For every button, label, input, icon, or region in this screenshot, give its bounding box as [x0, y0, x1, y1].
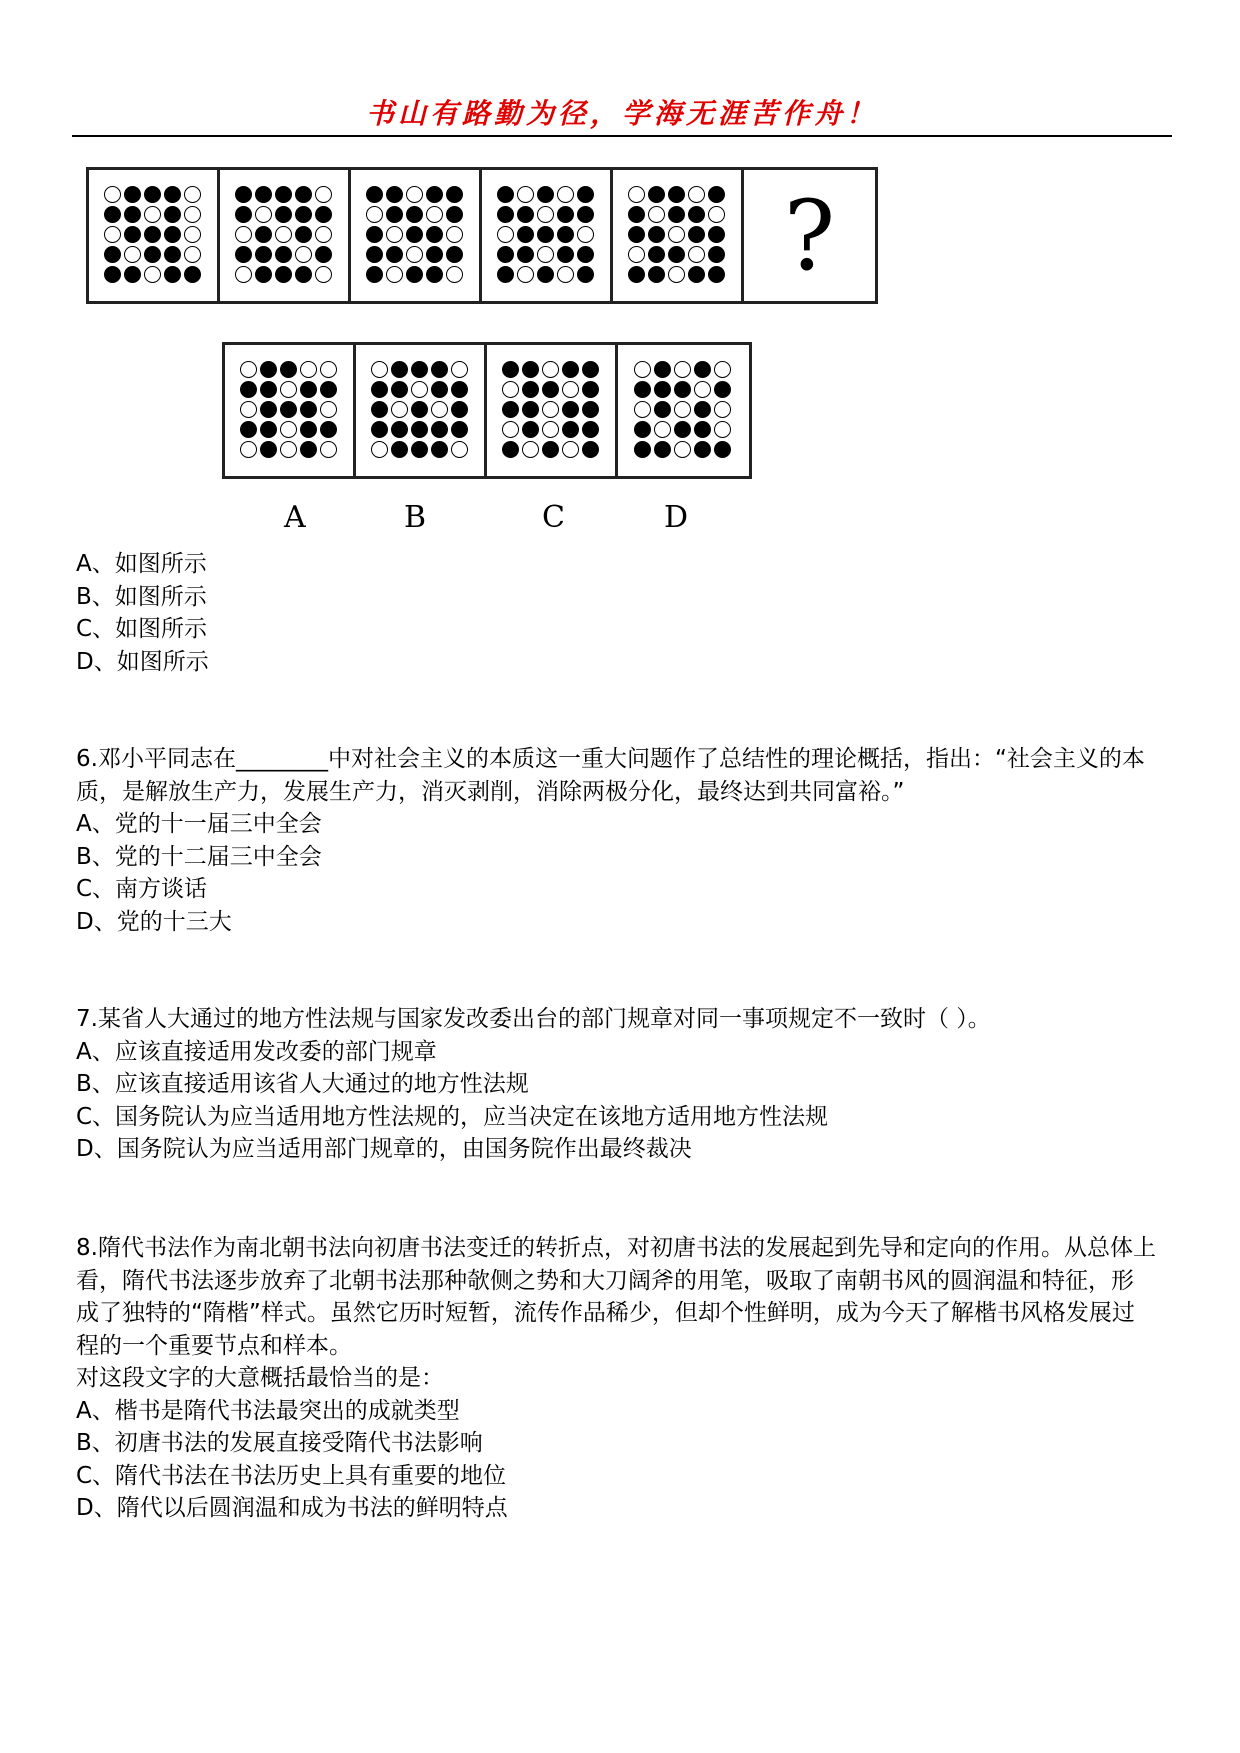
white-dot [280, 421, 297, 438]
black-dot [144, 246, 161, 263]
white-dot [411, 381, 428, 398]
black-dot [502, 401, 519, 418]
black-dot [431, 441, 448, 458]
black-dot [628, 266, 645, 283]
black-dot [537, 266, 554, 283]
black-dot [144, 186, 161, 203]
black-dot [577, 246, 594, 263]
white-dot [562, 441, 579, 458]
black-dot [260, 401, 277, 418]
black-dot [517, 226, 534, 243]
white-dot [315, 226, 332, 243]
black-dot [255, 186, 272, 203]
white-dot [557, 186, 574, 203]
black-dot [542, 381, 559, 398]
black-dot [320, 421, 337, 438]
black-dot [654, 381, 671, 398]
dot-grid [240, 361, 339, 460]
white-dot [674, 441, 691, 458]
black-dot [431, 381, 448, 398]
black-dot [260, 361, 277, 378]
black-dot [366, 246, 383, 263]
white-dot [688, 246, 705, 263]
black-dot [582, 441, 599, 458]
black-dot [406, 226, 423, 243]
header-rule [72, 135, 1172, 137]
option-b[interactable]: B、如图所示 [76, 583, 207, 610]
black-dot [497, 246, 514, 263]
black-dot [366, 186, 383, 203]
puzzle-cell-2 [220, 170, 351, 301]
white-dot [371, 361, 388, 378]
black-dot [240, 421, 257, 438]
black-dot [557, 206, 574, 223]
black-dot [451, 381, 468, 398]
black-dot [708, 226, 725, 243]
option-cell-a[interactable] [225, 345, 356, 476]
black-dot [124, 206, 141, 223]
black-dot [714, 441, 731, 458]
black-dot [255, 226, 272, 243]
question-6 [76, 743, 1156, 938]
option-a[interactable]: A、党的十一届三中全会 [76, 811, 322, 837]
black-dot [275, 206, 292, 223]
option-c[interactable]: C、南方谈话 [76, 876, 208, 902]
white-dot [426, 206, 443, 223]
white-dot [235, 226, 252, 243]
black-dot [446, 206, 463, 223]
question-prompt: 对这段文字的大意概括最恰当的是： [76, 1365, 444, 1391]
option-d[interactable]: D、国务院认为应当适用部门规章的，由国务院作出最终裁决 [76, 1136, 692, 1162]
option-label-c: C [542, 500, 565, 535]
black-dot [451, 421, 468, 438]
black-dot [446, 186, 463, 203]
black-dot [634, 441, 651, 458]
black-dot [537, 226, 554, 243]
black-dot [300, 401, 317, 418]
white-dot [634, 401, 651, 418]
option-cell-b[interactable] [356, 345, 487, 476]
question-5 [76, 548, 1156, 678]
black-dot [255, 266, 272, 283]
white-dot [517, 186, 534, 203]
black-dot [708, 266, 725, 283]
black-dot [295, 266, 312, 283]
white-dot [184, 186, 201, 203]
white-dot [320, 401, 337, 418]
question-stem: 7.某省人大通过的地方性法规与国家发改委出台的部门规章对同一事项规定不一致时（ ）。 [76, 1006, 991, 1032]
black-dot [275, 266, 292, 283]
white-dot [391, 401, 408, 418]
black-dot [295, 206, 312, 223]
black-dot [406, 266, 423, 283]
white-dot [104, 226, 121, 243]
white-dot [315, 266, 332, 283]
black-dot [386, 206, 403, 223]
black-dot [371, 381, 388, 398]
black-dot [562, 361, 579, 378]
white-dot [315, 186, 332, 203]
white-dot [648, 206, 665, 223]
black-dot [426, 186, 443, 203]
answer-options-figure [222, 342, 752, 479]
black-dot [694, 441, 711, 458]
white-dot [104, 186, 121, 203]
black-dot [164, 246, 181, 263]
puzzle-sequence [86, 167, 878, 304]
option-a[interactable]: A、楷书是隋代书法最突出的成就类型 [76, 1397, 460, 1424]
black-dot [634, 381, 651, 398]
white-dot [320, 361, 337, 378]
black-dot [426, 226, 443, 243]
black-dot [406, 206, 423, 223]
white-dot [451, 361, 468, 378]
white-dot [688, 186, 705, 203]
white-dot [714, 401, 731, 418]
question-mark: ? [783, 179, 836, 292]
black-dot [674, 421, 691, 438]
white-dot [255, 206, 272, 223]
black-dot [260, 441, 277, 458]
dot-grid [371, 361, 470, 460]
black-dot [497, 186, 514, 203]
white-dot [446, 266, 463, 283]
black-dot [451, 401, 468, 418]
white-dot [406, 186, 423, 203]
black-dot [295, 226, 312, 243]
white-dot [320, 441, 337, 458]
black-dot [300, 421, 317, 438]
black-dot [164, 226, 181, 243]
white-dot [240, 361, 257, 378]
black-dot [648, 226, 665, 243]
black-dot [260, 421, 277, 438]
black-dot [694, 361, 711, 378]
black-dot [426, 246, 443, 263]
black-dot [628, 206, 645, 223]
black-dot [654, 441, 671, 458]
black-dot [275, 186, 292, 203]
white-dot [562, 381, 579, 398]
option-c[interactable]: C、国务院认为应当适用地方性法规的，应当决定在该地方适用地方性法规 [76, 1103, 829, 1130]
white-dot [144, 266, 161, 283]
black-dot [320, 381, 337, 398]
question-stem: 8.隋代书法作为南北朝书法向初唐书法变迁的转折点，对初唐书法的发展起到先导和定向的作用。从总体上看，隋代书法逐步放弃了北朝书法那种欹侧之势和大刀阔斧的用笔，吸取了南朝书风的圆润温和特征，形成了独特的“隋楷”样式。虽然它历时短暂，流传作品稀少，但却个性鲜明，成为今天了解楷书风格发展过程的一个重要节点和样本。 [76, 1235, 1156, 1359]
option-c[interactable]: C、隋代书法在书法历史上具有重要的地位 [76, 1462, 507, 1489]
black-dot [431, 421, 448, 438]
header-motto: 书山有路勤为径，学海无涯苦作舟！ [365, 97, 878, 130]
white-dot [295, 246, 312, 263]
black-dot [366, 226, 383, 243]
black-dot [634, 421, 651, 438]
black-dot [537, 186, 554, 203]
white-dot [446, 226, 463, 243]
black-dot [280, 401, 297, 418]
white-dot [184, 246, 201, 263]
black-dot [104, 246, 121, 263]
black-dot [674, 381, 691, 398]
option-label-d: D [664, 500, 689, 535]
puzzle-cell-3 [351, 170, 482, 301]
black-dot [255, 246, 272, 263]
black-dot [668, 246, 685, 263]
dot-grid [502, 361, 601, 460]
black-dot [300, 441, 317, 458]
black-dot [714, 381, 731, 398]
black-dot [648, 186, 665, 203]
white-dot [280, 381, 297, 398]
white-dot [714, 421, 731, 438]
question-stem: 6.邓小平同志在________中对社会主义的本质这一重大问题作了总结性的理论概括，指出：“社会主义的本质，是解放生产力，发展生产力，消灭剥削，消除两极分化，最终达到共同富裕。” [76, 746, 1145, 805]
option-label-b: B [404, 500, 427, 535]
black-dot [144, 226, 161, 243]
black-dot [582, 381, 599, 398]
white-dot [275, 226, 292, 243]
black-dot [628, 226, 645, 243]
white-dot [542, 361, 559, 378]
white-dot [522, 441, 539, 458]
black-dot [502, 361, 519, 378]
black-dot [124, 186, 141, 203]
white-dot [537, 246, 554, 263]
white-dot [557, 266, 574, 283]
question-7 [76, 1003, 1156, 1166]
white-dot [240, 401, 257, 418]
black-dot [235, 246, 252, 263]
white-dot [654, 421, 671, 438]
black-dot [517, 206, 534, 223]
black-dot [260, 381, 277, 398]
white-dot [240, 441, 257, 458]
black-dot [391, 361, 408, 378]
black-dot [280, 361, 297, 378]
black-dot [164, 206, 181, 223]
black-dot [582, 401, 599, 418]
black-dot [517, 246, 534, 263]
black-dot [562, 401, 579, 418]
black-dot [295, 186, 312, 203]
black-dot [577, 266, 594, 283]
option-d[interactable]: D、隋代以后圆润温和成为书法的鲜明特点 [76, 1495, 508, 1521]
black-dot [522, 361, 539, 378]
option-b[interactable]: B、党的十二届三中全会 [76, 843, 322, 870]
black-dot [411, 361, 428, 378]
black-dot [235, 186, 252, 203]
white-dot [668, 266, 685, 283]
white-dot [537, 206, 554, 223]
white-dot [497, 226, 514, 243]
black-dot [557, 246, 574, 263]
black-dot [124, 226, 141, 243]
dot-grid [235, 186, 334, 285]
black-dot [391, 381, 408, 398]
black-dot [371, 401, 388, 418]
option-cell-d[interactable] [618, 345, 749, 476]
white-dot [502, 421, 519, 438]
black-dot [446, 246, 463, 263]
black-dot [104, 206, 121, 223]
option-b[interactable]: B、应该直接适用该省人大通过的地方性法规 [76, 1071, 529, 1097]
white-dot [542, 421, 559, 438]
white-dot [280, 441, 297, 458]
option-cell-c[interactable] [487, 345, 618, 476]
black-dot [391, 441, 408, 458]
black-dot [315, 246, 332, 263]
black-dot [694, 401, 711, 418]
black-dot [502, 441, 519, 458]
white-dot [386, 226, 403, 243]
white-dot [451, 441, 468, 458]
white-dot [366, 206, 383, 223]
white-dot [517, 266, 534, 283]
black-dot [557, 226, 574, 243]
black-dot [688, 206, 705, 223]
black-dot [386, 246, 403, 263]
puzzle-cell-5 [613, 170, 744, 301]
black-dot [315, 206, 332, 223]
white-dot [694, 381, 711, 398]
black-dot [426, 266, 443, 283]
black-dot [164, 186, 181, 203]
black-dot [694, 421, 711, 438]
white-dot [184, 226, 201, 243]
black-dot [275, 246, 292, 263]
white-dot [674, 401, 691, 418]
option-c[interactable]: C、如图所示 [76, 616, 208, 642]
white-dot [674, 361, 691, 378]
black-dot [708, 246, 725, 263]
white-dot [542, 401, 559, 418]
black-dot [688, 226, 705, 243]
black-dot [431, 361, 448, 378]
black-dot [654, 401, 671, 418]
black-dot [184, 266, 201, 283]
black-dot [522, 401, 539, 418]
puzzle-cell-1 [89, 170, 220, 301]
black-dot [411, 421, 428, 438]
black-dot [577, 206, 594, 223]
white-dot [577, 226, 594, 243]
white-dot [184, 206, 201, 223]
black-dot [582, 421, 599, 438]
black-dot [522, 381, 539, 398]
black-dot [668, 186, 685, 203]
black-dot [582, 361, 599, 378]
black-dot [668, 206, 685, 223]
black-dot [235, 206, 252, 223]
white-dot [628, 186, 645, 203]
option-b[interactable]: B、初唐书法的发展直接受隋代书法影响 [76, 1430, 483, 1456]
option-d[interactable]: D、党的十三大 [76, 908, 232, 935]
option-d[interactable]: D、如图所示 [76, 648, 209, 675]
black-dot [386, 186, 403, 203]
white-dot [406, 246, 423, 263]
puzzle-cell-question [744, 170, 875, 301]
black-dot [411, 441, 428, 458]
option-a[interactable]: A、如图所示 [76, 551, 207, 577]
black-dot [497, 266, 514, 283]
white-dot [124, 246, 141, 263]
white-dot [502, 381, 519, 398]
white-dot [371, 441, 388, 458]
white-dot [708, 206, 725, 223]
white-dot [628, 246, 645, 263]
black-dot [371, 421, 388, 438]
black-dot [708, 186, 725, 203]
white-dot [634, 361, 651, 378]
dot-grid [497, 186, 596, 285]
black-dot [648, 246, 665, 263]
option-a[interactable]: A、应该直接适用发改委的部门规章 [76, 1038, 437, 1065]
white-dot [714, 361, 731, 378]
black-dot [648, 266, 665, 283]
white-dot [235, 266, 252, 283]
black-dot [542, 441, 559, 458]
dot-grid [104, 186, 203, 285]
black-dot [164, 266, 181, 283]
black-dot [562, 421, 579, 438]
black-dot [577, 186, 594, 203]
option-label-a: A [284, 500, 306, 535]
black-dot [300, 381, 317, 398]
black-dot [391, 421, 408, 438]
dot-grid [634, 361, 733, 460]
black-dot [654, 361, 671, 378]
white-dot [144, 206, 161, 223]
question-8 [76, 1232, 1156, 1525]
white-dot [668, 226, 685, 243]
white-dot [300, 361, 317, 378]
black-dot [522, 421, 539, 438]
black-dot [366, 266, 383, 283]
dot-grid [628, 186, 727, 285]
black-dot [497, 206, 514, 223]
option-labels [222, 500, 756, 540]
puzzle-cell-4 [482, 170, 613, 301]
black-dot [240, 381, 257, 398]
black-dot [104, 266, 121, 283]
white-dot [431, 401, 448, 418]
black-dot [124, 266, 141, 283]
black-dot [688, 266, 705, 283]
black-dot [411, 401, 428, 418]
white-dot [386, 266, 403, 283]
dot-grid [366, 186, 465, 285]
